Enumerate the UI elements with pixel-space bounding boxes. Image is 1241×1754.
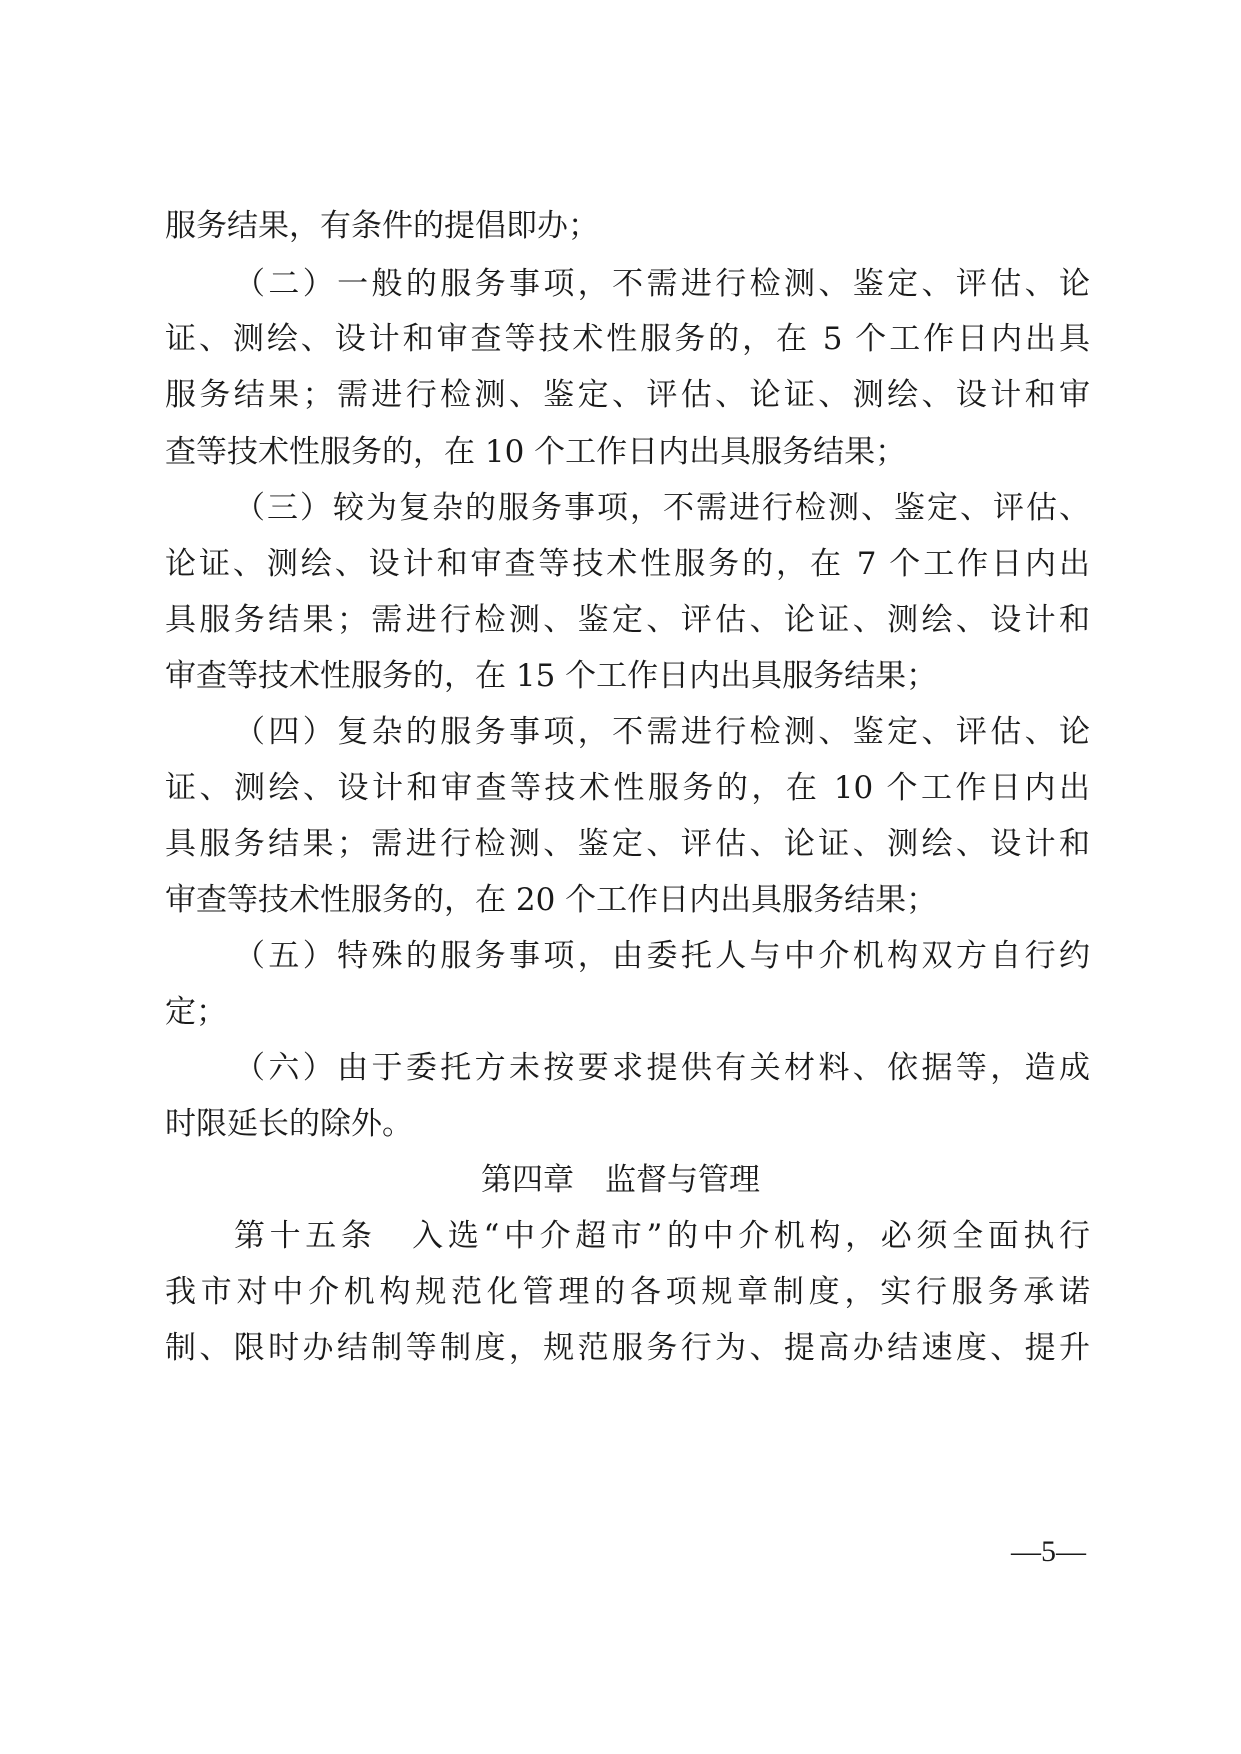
text-line: 具服务结果；需进行检测、鉴定、评估、论证、测绘、设计和: [165, 826, 1090, 862]
text-line: 具服务结果；需进行检测、鉴定、评估、论证、测绘、设计和: [165, 602, 1090, 638]
text-line: 查等技术性服务的，在 10 个工作日内出具服务结果；: [165, 434, 907, 470]
text-line: （六）由于委托方未按要求提供有关材料、依据等，造成: [234, 1050, 1090, 1086]
text-line: （五）特殊的服务事项，由委托人与中介机构双方自行约: [234, 938, 1090, 974]
page-number: —5—: [1011, 1535, 1086, 1568]
text-line: 审查等技术性服务的，在 20 个工作日内出具服务结果；: [165, 882, 938, 918]
text-line: 定；: [165, 994, 227, 1030]
text-line: 制、限时办结制等制度，规范服务行为、提高办结速度、提升: [165, 1330, 1090, 1366]
text-line: 证、测绘、设计和审查等技术性服务的，在 10 个工作日内出: [165, 770, 1090, 806]
text-line: 审查等技术性服务的，在 15 个工作日内出具服务结果；: [165, 658, 938, 694]
text-line: 时限延长的除外。: [165, 1106, 413, 1142]
text-line: 论证、测绘、设计和审查等技术性服务的，在 7 个工作日内出: [165, 546, 1090, 582]
text-line: 服务结果，有条件的提倡即办；: [165, 208, 599, 244]
text-line: （二）一般的服务事项，不需进行检测、鉴定、评估、论: [234, 266, 1090, 302]
chapter-heading: 第四章 监督与管理: [481, 1162, 760, 1198]
text-line: （三）较为复杂的服务事项，不需进行检测、鉴定、评估、: [234, 490, 1090, 526]
text-line: 第十五条 入选“中介超市”的中介机构，必须全面执行: [234, 1218, 1090, 1254]
text-line: 服务结果；需进行检测、鉴定、评估、论证、测绘、设计和审: [165, 377, 1090, 413]
text-line: （四）复杂的服务事项，不需进行检测、鉴定、评估、论: [234, 714, 1090, 750]
text-line: 我市对中介机构规范化管理的各项规章制度，实行服务承诺: [165, 1274, 1090, 1310]
text-line: 证、测绘、设计和审查等技术性服务的，在 5 个工作日内出具: [165, 321, 1090, 357]
